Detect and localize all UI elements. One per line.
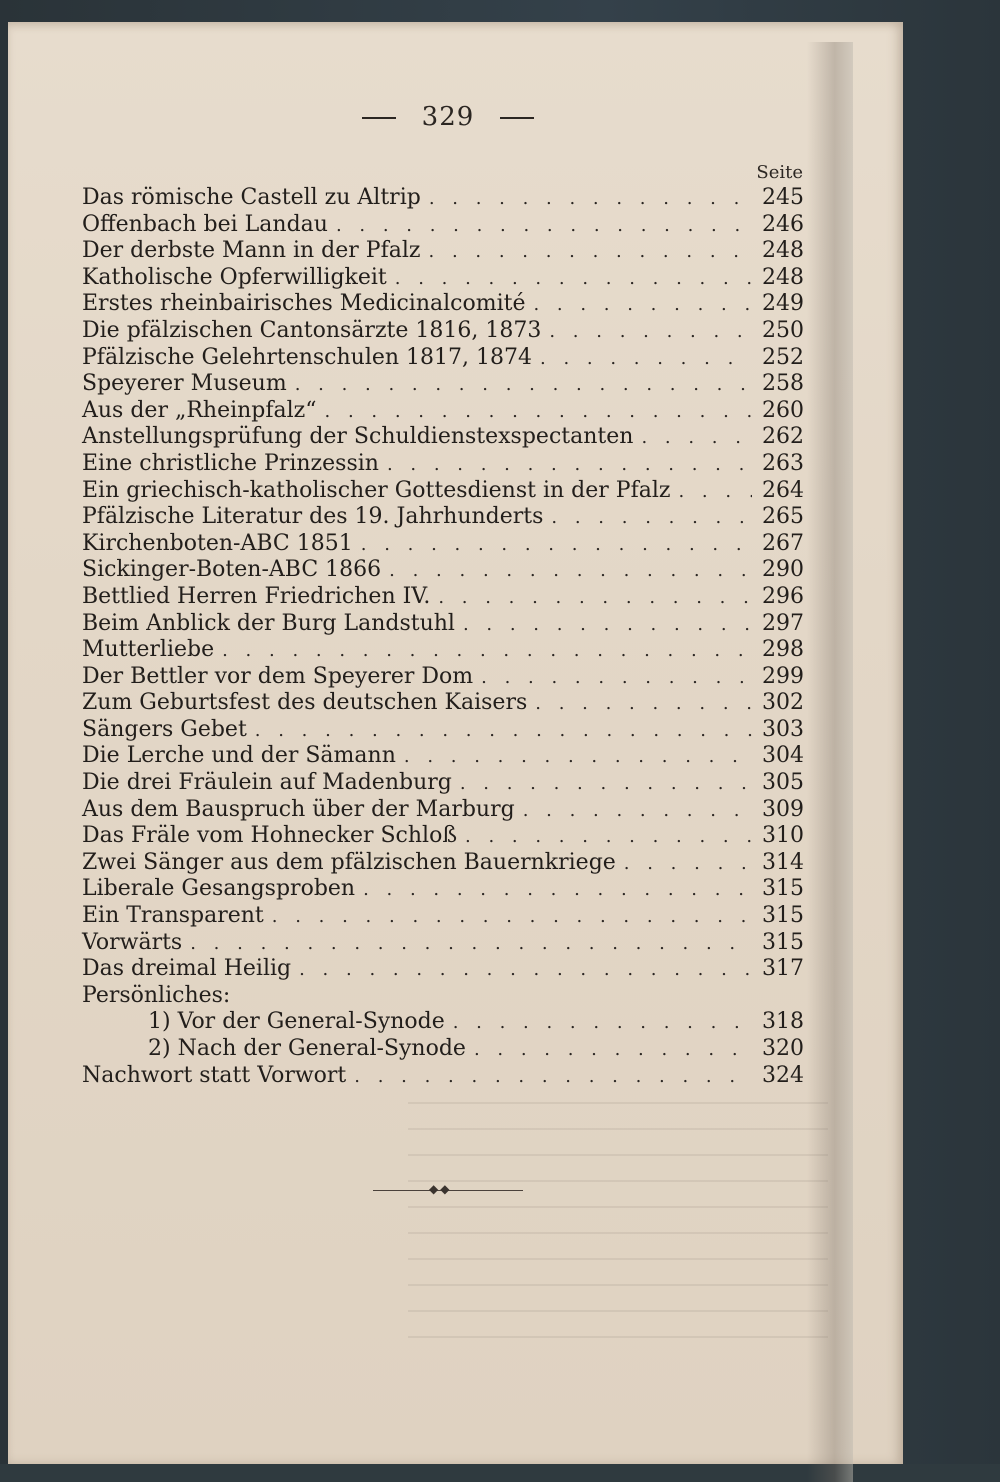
leader-dots: [551, 505, 752, 532]
entry-title: Die drei Fräulein auf Madenburg: [82, 770, 452, 796]
entry-title: Ein Transparent: [82, 903, 264, 929]
entry-page: 315: [762, 929, 804, 955]
entry-page: 302: [762, 690, 804, 716]
entry-page: 309: [762, 796, 804, 822]
leader-dots: [295, 372, 752, 399]
toc-entry: [82, 451, 804, 478]
entry-page: 262: [762, 424, 804, 450]
entry-title: Kirchenboten-ABC 1851: [82, 530, 353, 556]
leader-dots: [535, 691, 752, 718]
entry-page: 299: [762, 663, 804, 689]
entry-page: 324: [762, 1062, 804, 1088]
leader-dots: [325, 399, 752, 426]
entry-page: 317: [762, 956, 804, 982]
entry-title: Anstellungsprüfung der Schuldienstexspectanten: [82, 424, 634, 450]
toc-entry: [82, 850, 804, 877]
toc-entry: [82, 797, 804, 824]
leader-dots: [465, 824, 752, 851]
entry-page: 258: [762, 371, 804, 397]
entry-title: Das römische Castell zu Altrip: [82, 185, 421, 210]
entry-page: 290: [762, 557, 804, 583]
toc-entry: [82, 903, 804, 930]
leader-dots: [474, 1037, 752, 1064]
entry-page: 264: [762, 477, 804, 503]
toc-entry: [82, 345, 804, 372]
entry-title: 2) Nach der General-Synode: [148, 1036, 466, 1061]
entry-page: 248: [762, 264, 804, 290]
entry-title: Persönliches:: [82, 982, 231, 1008]
entry-page: 245: [762, 185, 804, 210]
entry-page: 318: [762, 1009, 804, 1035]
entry-title: Katholische Opferwilligkeit: [82, 264, 387, 290]
leader-dots: [190, 931, 752, 958]
toc-entry: [82, 611, 804, 638]
entry-title: 1) Vor der General-Synode: [148, 1009, 445, 1035]
toc-entry: [82, 584, 804, 611]
dash-right: [500, 117, 534, 119]
toc-entry: [82, 743, 804, 770]
leader-dots: [481, 665, 752, 692]
toc-section-heading: [82, 983, 804, 1010]
leader-dots: [361, 532, 752, 559]
leader-dots: [222, 638, 752, 665]
leader-dots: [533, 292, 752, 319]
entry-page: 298: [762, 637, 804, 663]
entry-page: 297: [762, 610, 804, 636]
leader-dots: [523, 798, 752, 825]
toc-entry: [82, 318, 804, 345]
entry-title: Die pfälzischen Cantonsärzte 1816, 1873: [82, 317, 542, 343]
leader-dots: [387, 452, 752, 479]
entry-title: Aus der „Rheinpfalz“: [82, 397, 317, 423]
page-number-text: 329: [421, 102, 475, 132]
entry-title: Das dreimal Heilig: [82, 956, 292, 982]
toc-entry: [82, 557, 804, 584]
entry-page: 265: [762, 504, 804, 530]
entry-title: Eine christliche Prinzessin: [82, 450, 379, 476]
leader-dots: [395, 266, 752, 293]
leader-dots: [429, 186, 752, 213]
toc-entry: [82, 398, 804, 425]
leader-dots: [624, 851, 752, 878]
toc-entry: [82, 930, 804, 957]
entry-title: Bettlied Herren Friedrichen IV.: [82, 583, 431, 609]
toc-entry: [82, 478, 804, 505]
page-edge-wear: [807, 42, 853, 1482]
entry-title: Ein griechisch-katholischer Gottesdienst in der Pfalz: [82, 477, 671, 503]
show-through-text: [408, 1102, 828, 1362]
toc-entry: [82, 876, 804, 903]
toc-entry: [82, 504, 804, 531]
toc-entry: [82, 238, 804, 265]
toc-entry: [82, 531, 804, 558]
entry-page: 303: [762, 716, 804, 742]
entry-page: 310: [762, 823, 804, 849]
entry-title: Der derbste Mann in der Pfalz: [82, 238, 421, 264]
entry-title: Sängers Gebet: [82, 716, 247, 742]
leader-dots: [363, 877, 752, 904]
toc-entry: [82, 291, 804, 318]
dash-left: [362, 117, 396, 119]
toc-subentry: [82, 1036, 804, 1063]
toc-entry: [82, 185, 804, 212]
toc-entry: [82, 637, 804, 664]
entry-page: 252: [762, 344, 804, 370]
entry-page: 250: [762, 317, 804, 343]
toc-entry: [82, 371, 804, 398]
leader-dots: [272, 904, 752, 931]
toc-entry: [82, 823, 804, 850]
entry-title: Der Bettler vor dem Speyerer Dom: [82, 663, 474, 689]
entry-title: Pfälzische Gelehrtenschulen 1817, 1874: [82, 344, 533, 370]
entry-page: 260: [762, 397, 804, 423]
toc-entry: [82, 1063, 804, 1090]
leader-dots: [429, 239, 753, 266]
toc-entry: [82, 265, 804, 292]
leader-dots: [389, 558, 752, 585]
column-heading: Seite: [756, 162, 803, 183]
toc-subentry: [82, 1009, 804, 1036]
leader-dots: [540, 346, 752, 373]
entry-page: 315: [762, 876, 804, 902]
entry-title: Mutterliebe: [82, 637, 215, 663]
toc-entry: [82, 770, 804, 797]
leader-dots: [354, 1064, 752, 1091]
leader-dots: [678, 479, 752, 506]
leader-dots: [453, 1010, 752, 1037]
leader-dots: [404, 744, 752, 771]
leader-dots: [255, 718, 752, 745]
entry-page: 263: [762, 450, 804, 476]
leader-dots: [549, 319, 752, 346]
entry-title: Sickinger-Boten-ABC 1866: [82, 557, 382, 583]
book-page: [8, 22, 903, 1464]
toc-entry: [82, 212, 804, 239]
leader-dots: [463, 612, 752, 639]
entry-page: 315: [762, 903, 804, 929]
entry-title: Vorwärts: [82, 929, 183, 955]
entry-title: Zwei Sänger aus dem pfälzischen Bauernkriege: [82, 849, 616, 875]
entry-title: Das Fräle vom Hohnecker Schloß: [82, 823, 458, 849]
leader-dots: [641, 425, 752, 452]
entry-title: Pfälzische Literatur des 19. Jahrhunderts: [82, 504, 544, 530]
entry-page: 249: [762, 291, 804, 317]
leader-dots: [438, 585, 752, 612]
toc-entry: [82, 956, 804, 983]
toc-entry: [82, 664, 804, 691]
toc-entry: [82, 424, 804, 451]
leader-dots: [336, 213, 752, 240]
entry-title: Beim Anblick der Burg Landstuhl: [82, 610, 455, 636]
entry-page: 296: [762, 583, 804, 609]
entry-page: 305: [762, 770, 804, 796]
entry-title: Nachwort statt Vorwort: [82, 1062, 347, 1088]
entry-title: Zum Geburtsfest des deutschen Kaisers: [82, 690, 528, 716]
entry-title: Offenbach bei Landau: [82, 211, 328, 237]
table-of-contents: [82, 185, 804, 1089]
ornament-glyph: ◆◆: [429, 1182, 452, 1196]
leader-dots: [299, 957, 752, 984]
page-number: [8, 102, 888, 132]
entry-title: Erstes rheinbairisches Medicinalcomité: [82, 291, 526, 317]
toc-entry: [82, 690, 804, 717]
toc-entry: [82, 717, 804, 744]
entry-title: Speyerer Museum: [82, 371, 287, 397]
entry-page: 267: [762, 530, 804, 556]
entry-title: Liberale Gesangsproben: [82, 876, 356, 902]
entry-page: 248: [762, 238, 804, 264]
entry-page: 320: [762, 1036, 804, 1061]
entry-page: 304: [762, 743, 804, 769]
entry-page: 314: [762, 849, 804, 875]
leader-dots: [460, 771, 752, 798]
entry-title: Aus dem Bauspruch über der Marburg: [82, 796, 515, 822]
entry-page: 246: [762, 211, 804, 237]
entry-title: Die Lerche und der Sämann: [82, 743, 396, 769]
